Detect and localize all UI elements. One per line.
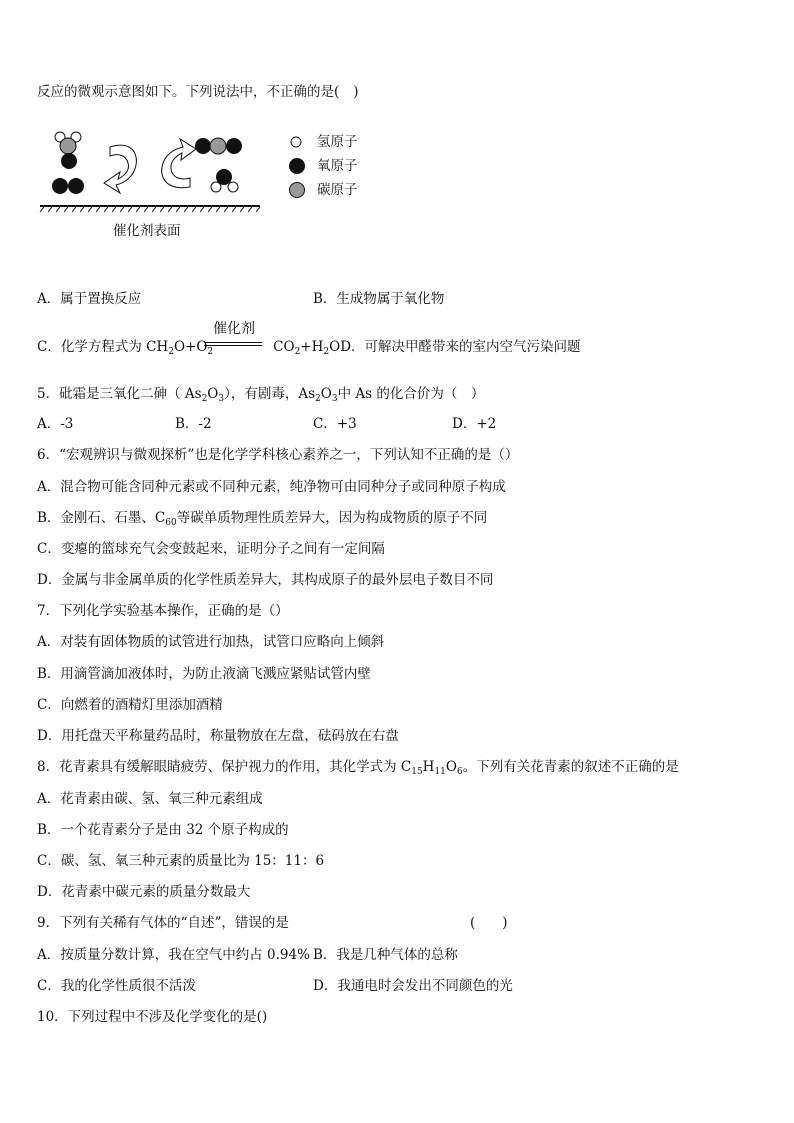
q9-option-a: A．按质量分数计算，我在空气中约占 0.94% bbox=[37, 947, 310, 963]
q7-option-b: B．用滴管滴加液体时，为防止液滴飞溅应紧贴试管内壁 bbox=[37, 666, 371, 682]
q9-stem: 9．下列有关稀有气体的“自述”，错误的是 bbox=[37, 915, 289, 931]
q5-option-b: B．-2 bbox=[175, 416, 212, 432]
q7-stem: 7．下列化学实验基本操作，正确的是（） bbox=[37, 603, 289, 619]
legend-label-carbon: 碳原子 bbox=[317, 182, 358, 198]
right-arrow-icon bbox=[162, 139, 196, 188]
q8-option-a: A．花青素由碳、氢、氧三种元素组成 bbox=[37, 791, 263, 807]
q10-stem: 10．下列过程中不涉及化学变化的是() bbox=[37, 1009, 268, 1025]
q9-option-c: C．我的化学性质很不活泼 bbox=[37, 978, 196, 994]
product-water-molecule bbox=[211, 169, 238, 192]
q7-option-c: C．向燃着的酒精灯里添加酒精 bbox=[37, 697, 223, 713]
q7-option-a: A．对装有固体物质的试管进行加热，试管口应略向上倾斜 bbox=[37, 634, 385, 650]
q6-stem: 6．“宏观辨识与微观探析”也是化学学科核心素养之一，下列认知不正确的是（） bbox=[37, 447, 519, 463]
q4-option-b: B．生成物属于氧化物 bbox=[313, 291, 445, 307]
left-arrow-icon bbox=[104, 145, 136, 193]
q9-option-b: B．我是几种气体的总称 bbox=[313, 947, 458, 963]
q9-option-d: D．我通电时会发出不同颜色的光 bbox=[313, 978, 513, 994]
legend-hydrogen bbox=[289, 132, 358, 152]
surface-hatching bbox=[40, 207, 260, 212]
q8-option-b: B．一个花青素分子是由 32 个原子构成的 bbox=[37, 822, 289, 838]
q5-option-a: A．-3 bbox=[37, 416, 74, 432]
reactant-oxygen-molecule bbox=[52, 178, 84, 194]
legend-carbon bbox=[289, 180, 358, 200]
q4-stem: 反应的微观示意图如下。下列说法中，不正确的是( ) bbox=[37, 84, 359, 100]
q6-option-b: B．金刚石、石墨、$C_{60}$等碳单质物理性质差异大，因为构成物质的原子不同 bbox=[37, 510, 488, 528]
q8-option-c: C．碳、氢、氧三种元素的质量比为 15：11：6 bbox=[37, 853, 325, 869]
q4-option-a: A．属于置换反应 bbox=[37, 291, 142, 307]
q6-option-c: C．变瘪的篮球充气会变鼓起来，证明分子之间有一定间隔 bbox=[37, 541, 385, 557]
q8-stem: 8．花青素具有缓解眼睛疲劳、保护视力的作用，其化学式为 $C_{15}H_{11}O_6$。下列有关花青素的叙述不正确的是 bbox=[37, 759, 679, 777]
q7-option-d: D．用托盘天平称量药品时，称量物放在左盘，砝码放在右盘 bbox=[37, 728, 399, 744]
q9-answer-paren: ( ) bbox=[470, 915, 508, 931]
legend-oxygen bbox=[289, 156, 358, 176]
q4-option-c: C．化学方程式为 $CH_2O+O_2$ $CO_2+H_2OD$．可解决甲醛带来的室内空气污染问题 bbox=[37, 339, 581, 357]
catalyst-label: 催化剂 bbox=[213, 321, 255, 337]
q5-option-c: C．+3 bbox=[313, 416, 357, 432]
product-carbon-dioxide-molecule bbox=[195, 138, 242, 154]
surface-label: 催化剂表面 bbox=[113, 223, 181, 239]
reactant-formaldehyde-molecule bbox=[55, 132, 81, 169]
oxygen-atom-icon bbox=[289, 156, 307, 176]
q8-option-d: D．花青素中碳元素的质量分数最大 bbox=[37, 884, 251, 900]
hydrogen-atom-icon bbox=[289, 132, 303, 152]
q5-stem: 5．砒霜是三氧化二砷（ $As_2O_3$），有剧毒，$As_2O_3$中 As 的化合价为（ ） bbox=[37, 386, 485, 404]
q5-option-d: D．+2 bbox=[452, 416, 497, 432]
q6-option-d: D．金属与非金属单质的化学性质差异大，其构成原子的最外层电子数目不同 bbox=[37, 572, 494, 588]
legend-label-hydrogen: 氢原子 bbox=[317, 134, 358, 150]
q6-option-a: A．混合物可能含同种元素或不同种元素，纯净物可由同种分子或同种原子构成 bbox=[37, 479, 506, 495]
carbon-atom-icon bbox=[289, 180, 307, 200]
legend-label-oxygen: 氧原子 bbox=[317, 158, 358, 174]
